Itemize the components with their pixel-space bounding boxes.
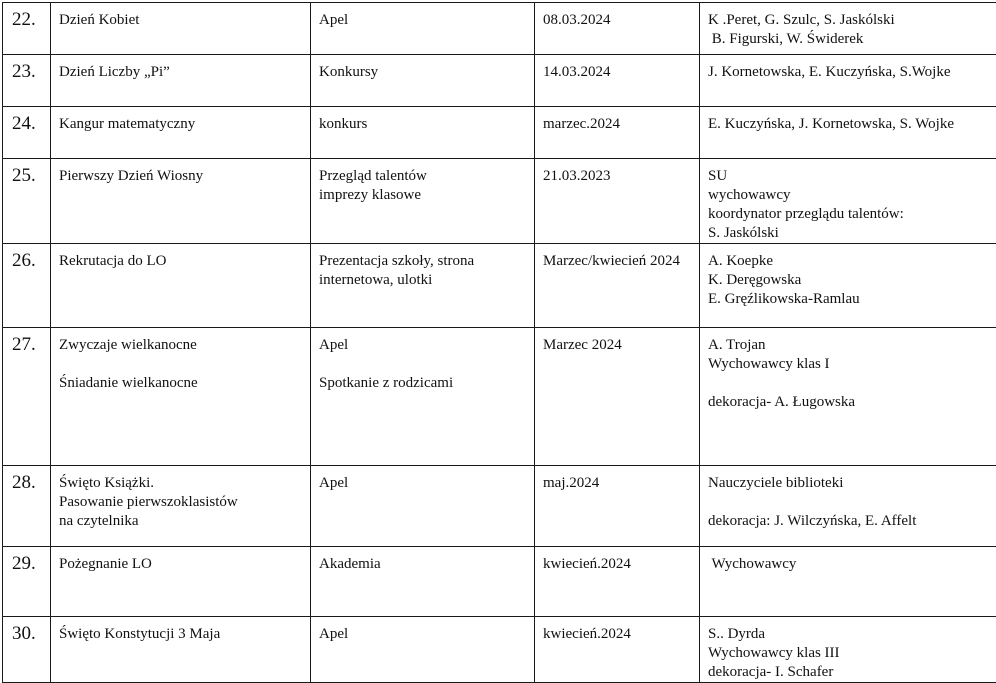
event-form-cell: [311, 466, 535, 547]
event-date-cell: 21.03.2023: [535, 159, 700, 244]
text-line: A. Koepke: [708, 252, 988, 271]
text-line: Pasowanie pierwszoklasistów: [59, 493, 302, 512]
event-name-cell: [51, 159, 311, 244]
responsible-people-cell: [700, 55, 996, 107]
text-line: A. Trojan: [708, 336, 988, 355]
text-line: dekoracja: J. Wilczyńska, E. Affelt: [708, 512, 988, 531]
responsible-people-cell: [700, 107, 996, 159]
responsible-people-cell: [700, 244, 996, 328]
table-row: [3, 55, 996, 107]
text-line: Apel: [319, 336, 526, 355]
schedule-table-body: [3, 3, 996, 683]
event-name-cell: [51, 244, 311, 328]
event-form-cell: [311, 328, 535, 466]
responsible-people-cell: [700, 617, 996, 683]
table-row: [3, 107, 996, 159]
text-line: dekoracja- A. Ługowska: [708, 393, 988, 412]
blank-line: [708, 493, 988, 512]
text-line: Apel: [319, 11, 526, 30]
event-name-cell: [51, 107, 311, 159]
text-line: E. Kuczyńska, J. Kornetowska, S. Wojke: [708, 115, 988, 134]
row-number: 24.: [3, 107, 51, 159]
text-line: J. Kornetowska, E. Kuczyńska, S.Wojke: [708, 63, 988, 82]
event-name-cell: [51, 3, 311, 55]
table-row: [3, 244, 996, 328]
text-line: Kangur matematyczny: [59, 115, 302, 134]
event-form-cell: [311, 3, 535, 55]
event-name-cell: [51, 55, 311, 107]
text-line: Konkursy: [319, 63, 526, 82]
event-date-cell: marzec.2024: [535, 107, 700, 159]
event-date-cell: Marzec/kwiecień 2024: [535, 244, 700, 328]
text-line: K .Peret, G. Szulc, S. Jaskólski: [708, 11, 988, 30]
text-line: konkurs: [319, 115, 526, 134]
blank-line: [59, 355, 302, 374]
text-line: Święto Książki.: [59, 474, 302, 493]
text-line: Wychowawcy: [708, 555, 988, 574]
text-line: S.. Dyrda: [708, 625, 988, 644]
text-line: Rekrutacja do LO: [59, 252, 302, 271]
text-line: Dzień Liczby „Pi”: [59, 63, 302, 82]
event-date-cell: 08.03.2024: [535, 3, 700, 55]
row-number: 27.: [3, 328, 51, 466]
event-form-cell: [311, 617, 535, 683]
text-line: Śniadanie wielkanocne: [59, 374, 302, 393]
event-form-cell: [311, 55, 535, 107]
event-name-cell: [51, 547, 311, 617]
text-line: Pierwszy Dzień Wiosny: [59, 167, 302, 186]
row-number: 22.: [3, 3, 51, 55]
event-form-cell: [311, 159, 535, 244]
row-number: 28.: [3, 466, 51, 547]
text-line: Spotkanie z rodzicami: [319, 374, 526, 393]
row-number: 30.: [3, 617, 51, 683]
table-row: [3, 3, 996, 55]
row-number: 26.: [3, 244, 51, 328]
event-date-cell: kwiecień.2024: [535, 617, 700, 683]
table-row: [3, 547, 996, 617]
event-date-cell: maj.2024: [535, 466, 700, 547]
text-line: imprezy klasowe: [319, 186, 526, 205]
text-line: Przegląd talentów: [319, 167, 526, 186]
event-name-cell: [51, 617, 311, 683]
responsible-people-cell: [700, 466, 996, 547]
text-line: na czytelnika: [59, 512, 302, 531]
text-line: koordynator przeglądu talentów:: [708, 205, 988, 224]
event-date-cell: kwiecień.2024: [535, 547, 700, 617]
text-line: S. Jaskólski: [708, 224, 988, 243]
text-line: Apel: [319, 625, 526, 644]
table-row: [3, 328, 996, 466]
table-row: [3, 617, 996, 683]
text-line: internetowa, ulotki: [319, 271, 526, 290]
text-line: dekoracja- I. Schafer: [708, 663, 988, 682]
responsible-people-cell: [700, 159, 996, 244]
event-form-cell: [311, 244, 535, 328]
text-line: Pożegnanie LO: [59, 555, 302, 574]
row-number: 23.: [3, 55, 51, 107]
responsible-people-cell: [700, 3, 996, 55]
blank-line: [708, 374, 988, 393]
text-line: Wychowawcy klas I: [708, 355, 988, 374]
event-form-cell: [311, 107, 535, 159]
event-name-cell: [51, 328, 311, 466]
row-number: 29.: [3, 547, 51, 617]
event-date-cell: Marzec 2024: [535, 328, 700, 466]
text-line: Święto Konstytucji 3 Maja: [59, 625, 302, 644]
responsible-people-cell: [700, 547, 996, 617]
responsible-people-cell: [700, 328, 996, 466]
table-row: [3, 466, 996, 547]
text-line: wychowawcy: [708, 186, 988, 205]
text-line: B. Figurski, W. Świderek: [708, 30, 988, 49]
event-date-cell: 14.03.2024: [535, 55, 700, 107]
text-line: Apel: [319, 474, 526, 493]
event-name-cell: [51, 466, 311, 547]
text-line: SU: [708, 167, 988, 186]
row-number: 25.: [3, 159, 51, 244]
text-line: K. Deręgowska: [708, 271, 988, 290]
text-line: Akademia: [319, 555, 526, 574]
event-form-cell: [311, 547, 535, 617]
text-line: Dzień Kobiet: [59, 11, 302, 30]
text-line: Zwyczaje wielkanocne: [59, 336, 302, 355]
schedule-table: [2, 2, 996, 683]
text-line: Prezentacja szkoły, strona: [319, 252, 526, 271]
blank-line: [319, 355, 526, 374]
text-line: Nauczyciele biblioteki: [708, 474, 988, 493]
text-line: Wychowawcy klas III: [708, 644, 988, 663]
table-row: [3, 159, 996, 244]
text-line: E. Gręźlikowska-Ramlau: [708, 290, 988, 309]
